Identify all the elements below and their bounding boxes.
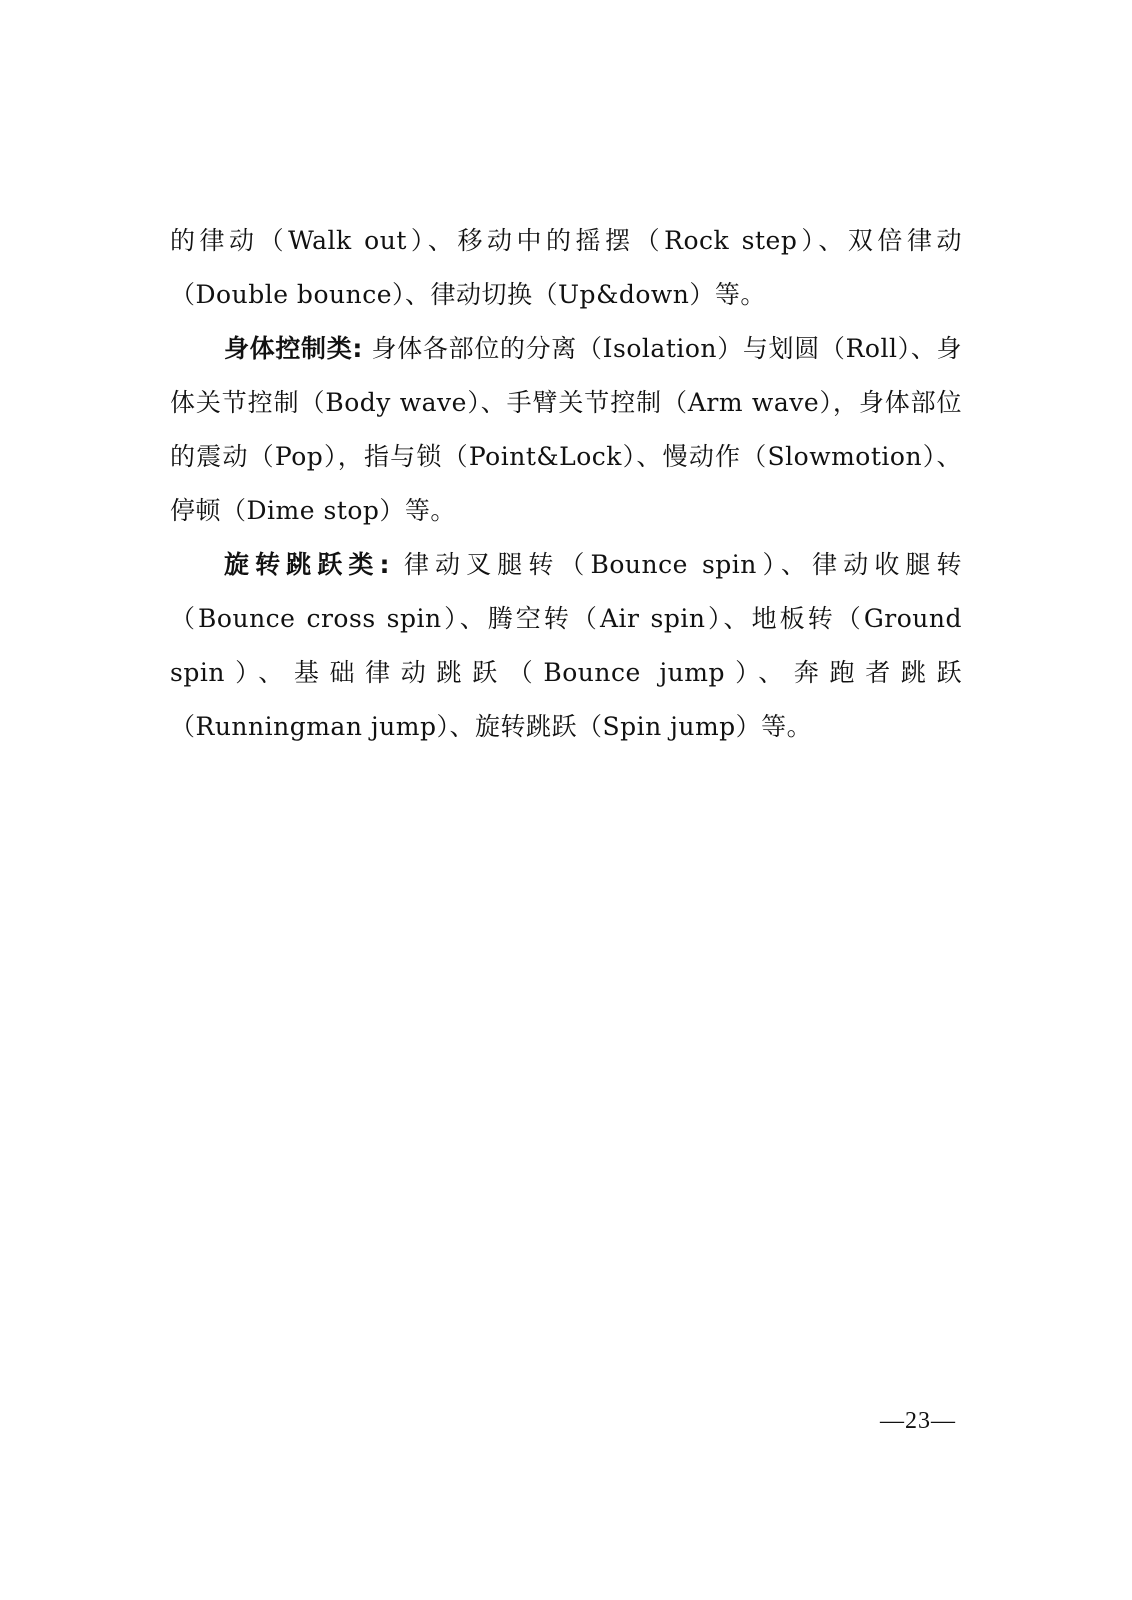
- paragraph-body-control: [170, 322, 962, 538]
- paragraph-text: 身体各部位的分离（Isolation）与划圆（Roll）、身体关节控制（Body wave）、手臂关节控制（Arm wave），身体部位的震动（Pop），指与锁（Point&Lock）、慢动作（Slowmotion）、停顿（Dime stop）等。: [170, 334, 962, 525]
- paragraph-continued: [170, 214, 962, 322]
- body-text: [170, 214, 962, 754]
- paragraph-text: 的律动（Walk out）、移动中的摇摆（Rock step）、双倍律动（Double bounce）、律动切换（Up&down）等。: [170, 226, 962, 309]
- section-heading-body-control: 身体控制类:: [224, 334, 363, 363]
- paragraph-spin-jump: [170, 538, 962, 754]
- page-number: —23—: [880, 1408, 956, 1434]
- paragraph-text: 律动叉腿转（Bounce spin）、律动收腿转（Bounce cross spin）、腾空转（Air spin）、地板转（Ground spin）、基础律动跳跃（Bounce jump）、奔跑者跳跃（Runningman jump）、旋转跳跃（Spin jump）等。: [170, 550, 962, 741]
- section-heading-spin-jump: 旋转跳跃类:: [224, 550, 390, 579]
